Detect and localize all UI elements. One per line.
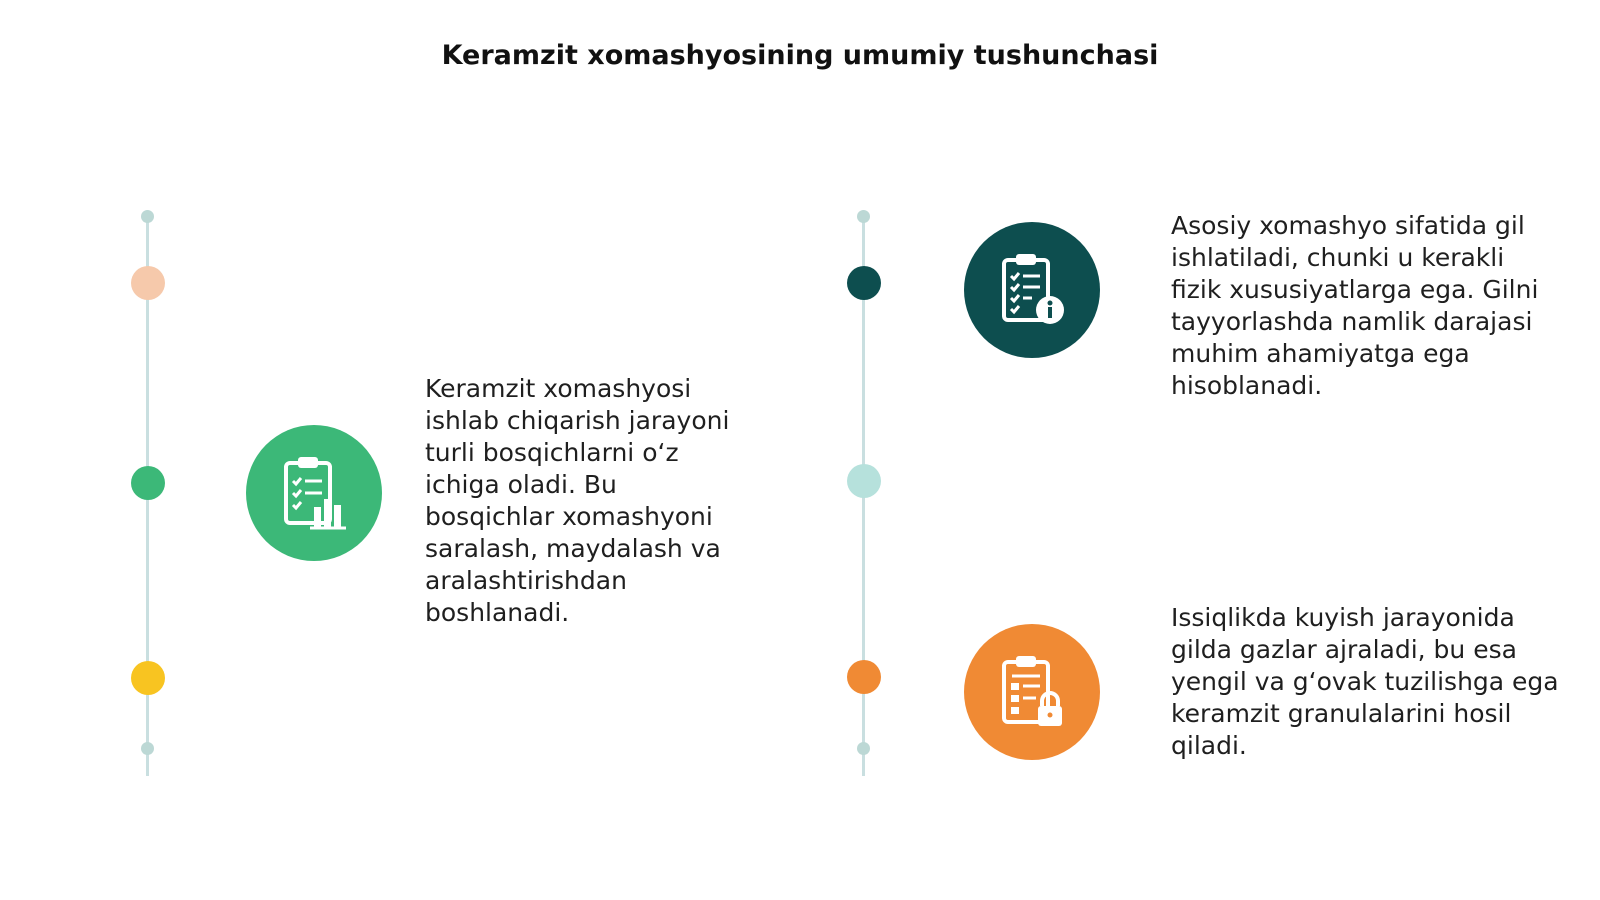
clipboard-lock-icon xyxy=(964,624,1100,760)
timeline-dot-light-teal xyxy=(847,464,881,498)
page-title: Keramzit xomashyosining umumiy tushunchasi xyxy=(441,40,1159,71)
left-timeline xyxy=(128,216,168,776)
timeline-dot-orange xyxy=(847,660,881,694)
timeline-end-dot xyxy=(141,742,154,755)
clipboard-info-icon xyxy=(964,222,1100,358)
timeline-dot-yellow xyxy=(131,661,165,695)
timeline-start-dot xyxy=(141,210,154,223)
item-text-1: Keramzit xomashyosi ishlab chiqarish jarayoni turli bosqichlarni o‘z ichiga oladi. Bu bosqichlar xomashyoni saralash, maydalash va aralashtirishdan boshlanadi. xyxy=(425,374,730,627)
item-text-2: Asosiy xomashyo sifatida gil ishlatiladi, chunki u kerakli fizik xususiyatlarga ega. Gilni tayyorlashda namlik darajasi muhim ahamiyatga ega hisoblanadi. xyxy=(1171,211,1539,400)
timeline-dot-green xyxy=(131,466,165,500)
timeline-dot-dark-teal xyxy=(847,266,881,300)
timeline-dot-peach xyxy=(131,266,165,300)
right-timeline xyxy=(844,216,884,776)
item-text-3: Issiqlikda kuyish jarayonida gilda gazlar ajraladi, bu esa yengil va g‘ovak tuzilishga ega keramzit granulalarini hosil qiladi. xyxy=(1171,603,1559,760)
clipboard-chart-icon xyxy=(246,425,382,561)
timeline-start-dot xyxy=(857,210,870,223)
timeline-end-dot xyxy=(857,742,870,755)
